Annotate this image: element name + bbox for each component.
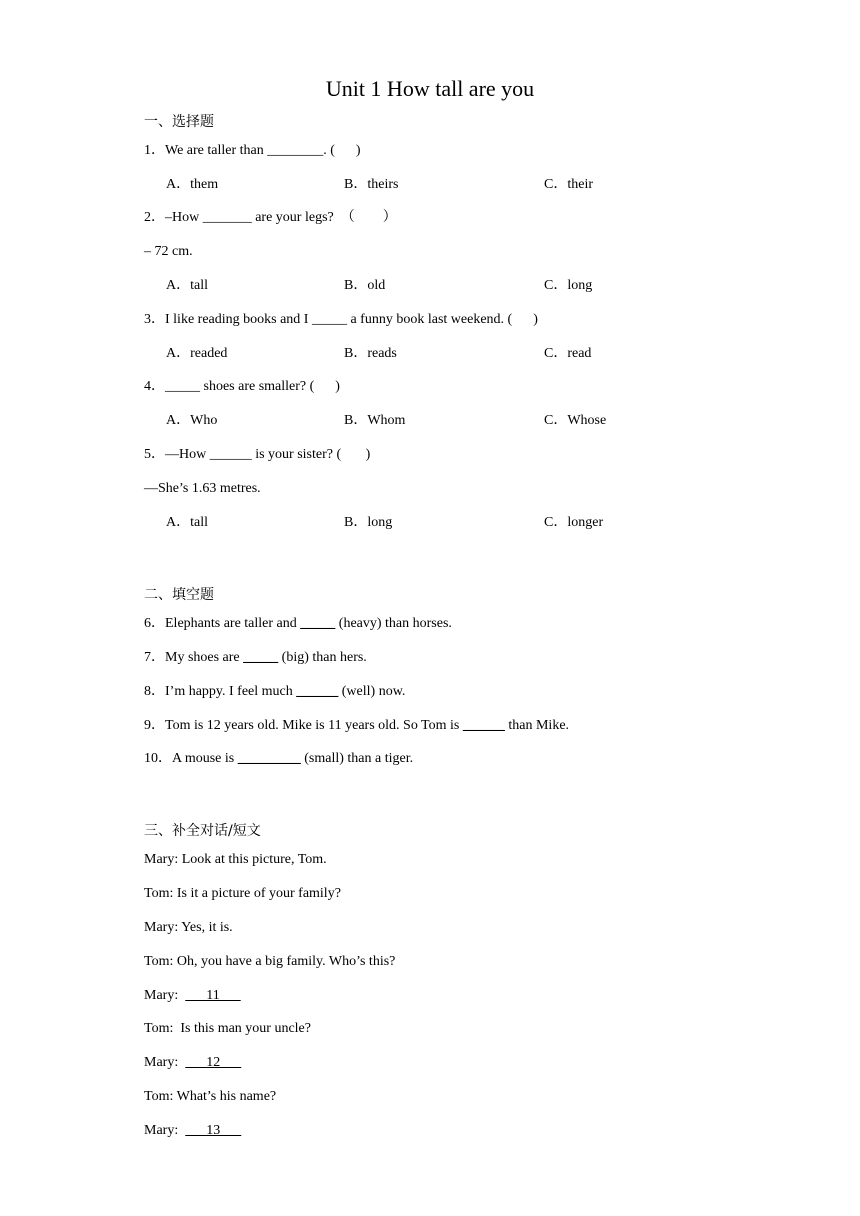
dialogue-line-3: Mary: Yes, it is. <box>144 920 233 935</box>
question-6-before: 6．Elephants are taller and <box>144 616 301 631</box>
question-4-option-c: C．Whose <box>544 413 607 428</box>
question-3-stem: 3．I like reading books and I _____ a funny book last weekend. ( ) <box>144 312 538 327</box>
dialogue-line-6: Tom: Is this man your uncle? <box>144 1021 311 1036</box>
dialogue-blank-13: 13 <box>185 1123 242 1138</box>
question-6-blank: _____ <box>300 616 336 631</box>
dialogue-line-5-speaker: Mary: <box>144 988 186 1003</box>
question-9-blank: ______ <box>462 718 505 733</box>
question-9-before: 9．Tom is 12 years old. Mike is 11 years old. So Tom is <box>144 718 463 733</box>
dialogue-line-5 <box>144 986 241 1006</box>
question-2-option-a: A．tall <box>166 278 208 293</box>
question-7-before: 7．My shoes are <box>144 650 244 665</box>
question-5-option-c: C．longer <box>544 515 604 530</box>
page-title: Unit 1 How tall are you <box>325 76 535 101</box>
question-7 <box>144 648 367 668</box>
question-1-option-b: B．theirs <box>344 177 399 192</box>
dialogue-line-7-speaker: Mary: <box>144 1055 186 1070</box>
question-8-blank: ______ <box>296 684 339 699</box>
question-7-blank: _____ <box>243 650 279 665</box>
dialogue-line-8: Tom: What’s his name? <box>144 1089 277 1104</box>
question-8-after: (well) now. <box>338 684 406 699</box>
dialogue-line-9 <box>144 1121 241 1141</box>
question-3-option-a: A．readed <box>166 346 228 361</box>
section-heading-fill: 二、填空题 <box>144 587 214 603</box>
section-heading-choice: 一、选择题 <box>144 114 214 130</box>
question-1-option-c: C．their <box>544 177 593 192</box>
question-10-before: 10．A mouse is <box>144 751 238 766</box>
dialogue-line-9-speaker: Mary: <box>144 1123 186 1138</box>
question-1-stem: 1．We are taller than ________. ( ) <box>144 143 361 158</box>
dialogue-blank-12: 12 <box>185 1055 242 1070</box>
question-1-option-a: A．them <box>166 177 219 192</box>
question-9 <box>144 716 569 736</box>
question-5-answer-line: —She’s 1.63 metres. <box>144 481 261 496</box>
question-10-after: (small) than a tiger. <box>300 751 414 766</box>
question-4-option-b: B．Whom <box>344 413 406 428</box>
section-heading-dialogue: 三、补全对话/短文 <box>144 823 261 839</box>
question-10-blank: _________ <box>237 751 301 766</box>
question-2-answer-line: – 72 cm. <box>144 244 193 259</box>
question-6 <box>144 614 452 634</box>
question-2-option-c: C．long <box>544 278 593 293</box>
question-4-option-a: A．Who <box>166 413 218 428</box>
dialogue-blank-11: 11 <box>185 988 241 1003</box>
question-2-stem: 2．–How _______ are your legs? （ ） <box>144 210 397 225</box>
question-6-after: (heavy) than horses. <box>335 616 452 631</box>
question-4-stem: 4．_____ shoes are smaller? ( ) <box>144 379 340 394</box>
question-8-before: 8．I’m happy. I feel much <box>144 684 297 699</box>
question-5-option-b: B．long <box>344 515 393 530</box>
question-10 <box>144 749 413 769</box>
dialogue-line-4: Tom: Oh, you have a big family. Who’s this? <box>144 954 396 969</box>
question-8 <box>144 682 405 702</box>
question-5-stem: 5．—How ______ is your sister? ( ) <box>144 447 371 462</box>
question-2-option-b: B．old <box>344 278 386 293</box>
dialogue-line-7 <box>144 1053 241 1073</box>
question-7-after: (big) than hers. <box>278 650 367 665</box>
dialogue-line-2: Tom: Is it a picture of your family? <box>144 886 341 901</box>
dialogue-line-1: Mary: Look at this picture, Tom. <box>144 852 327 867</box>
question-5-option-a: A．tall <box>166 515 208 530</box>
question-3-option-c: C．read <box>544 346 592 361</box>
question-9-after: than Mike. <box>504 718 570 733</box>
question-3-option-b: B．reads <box>344 346 397 361</box>
